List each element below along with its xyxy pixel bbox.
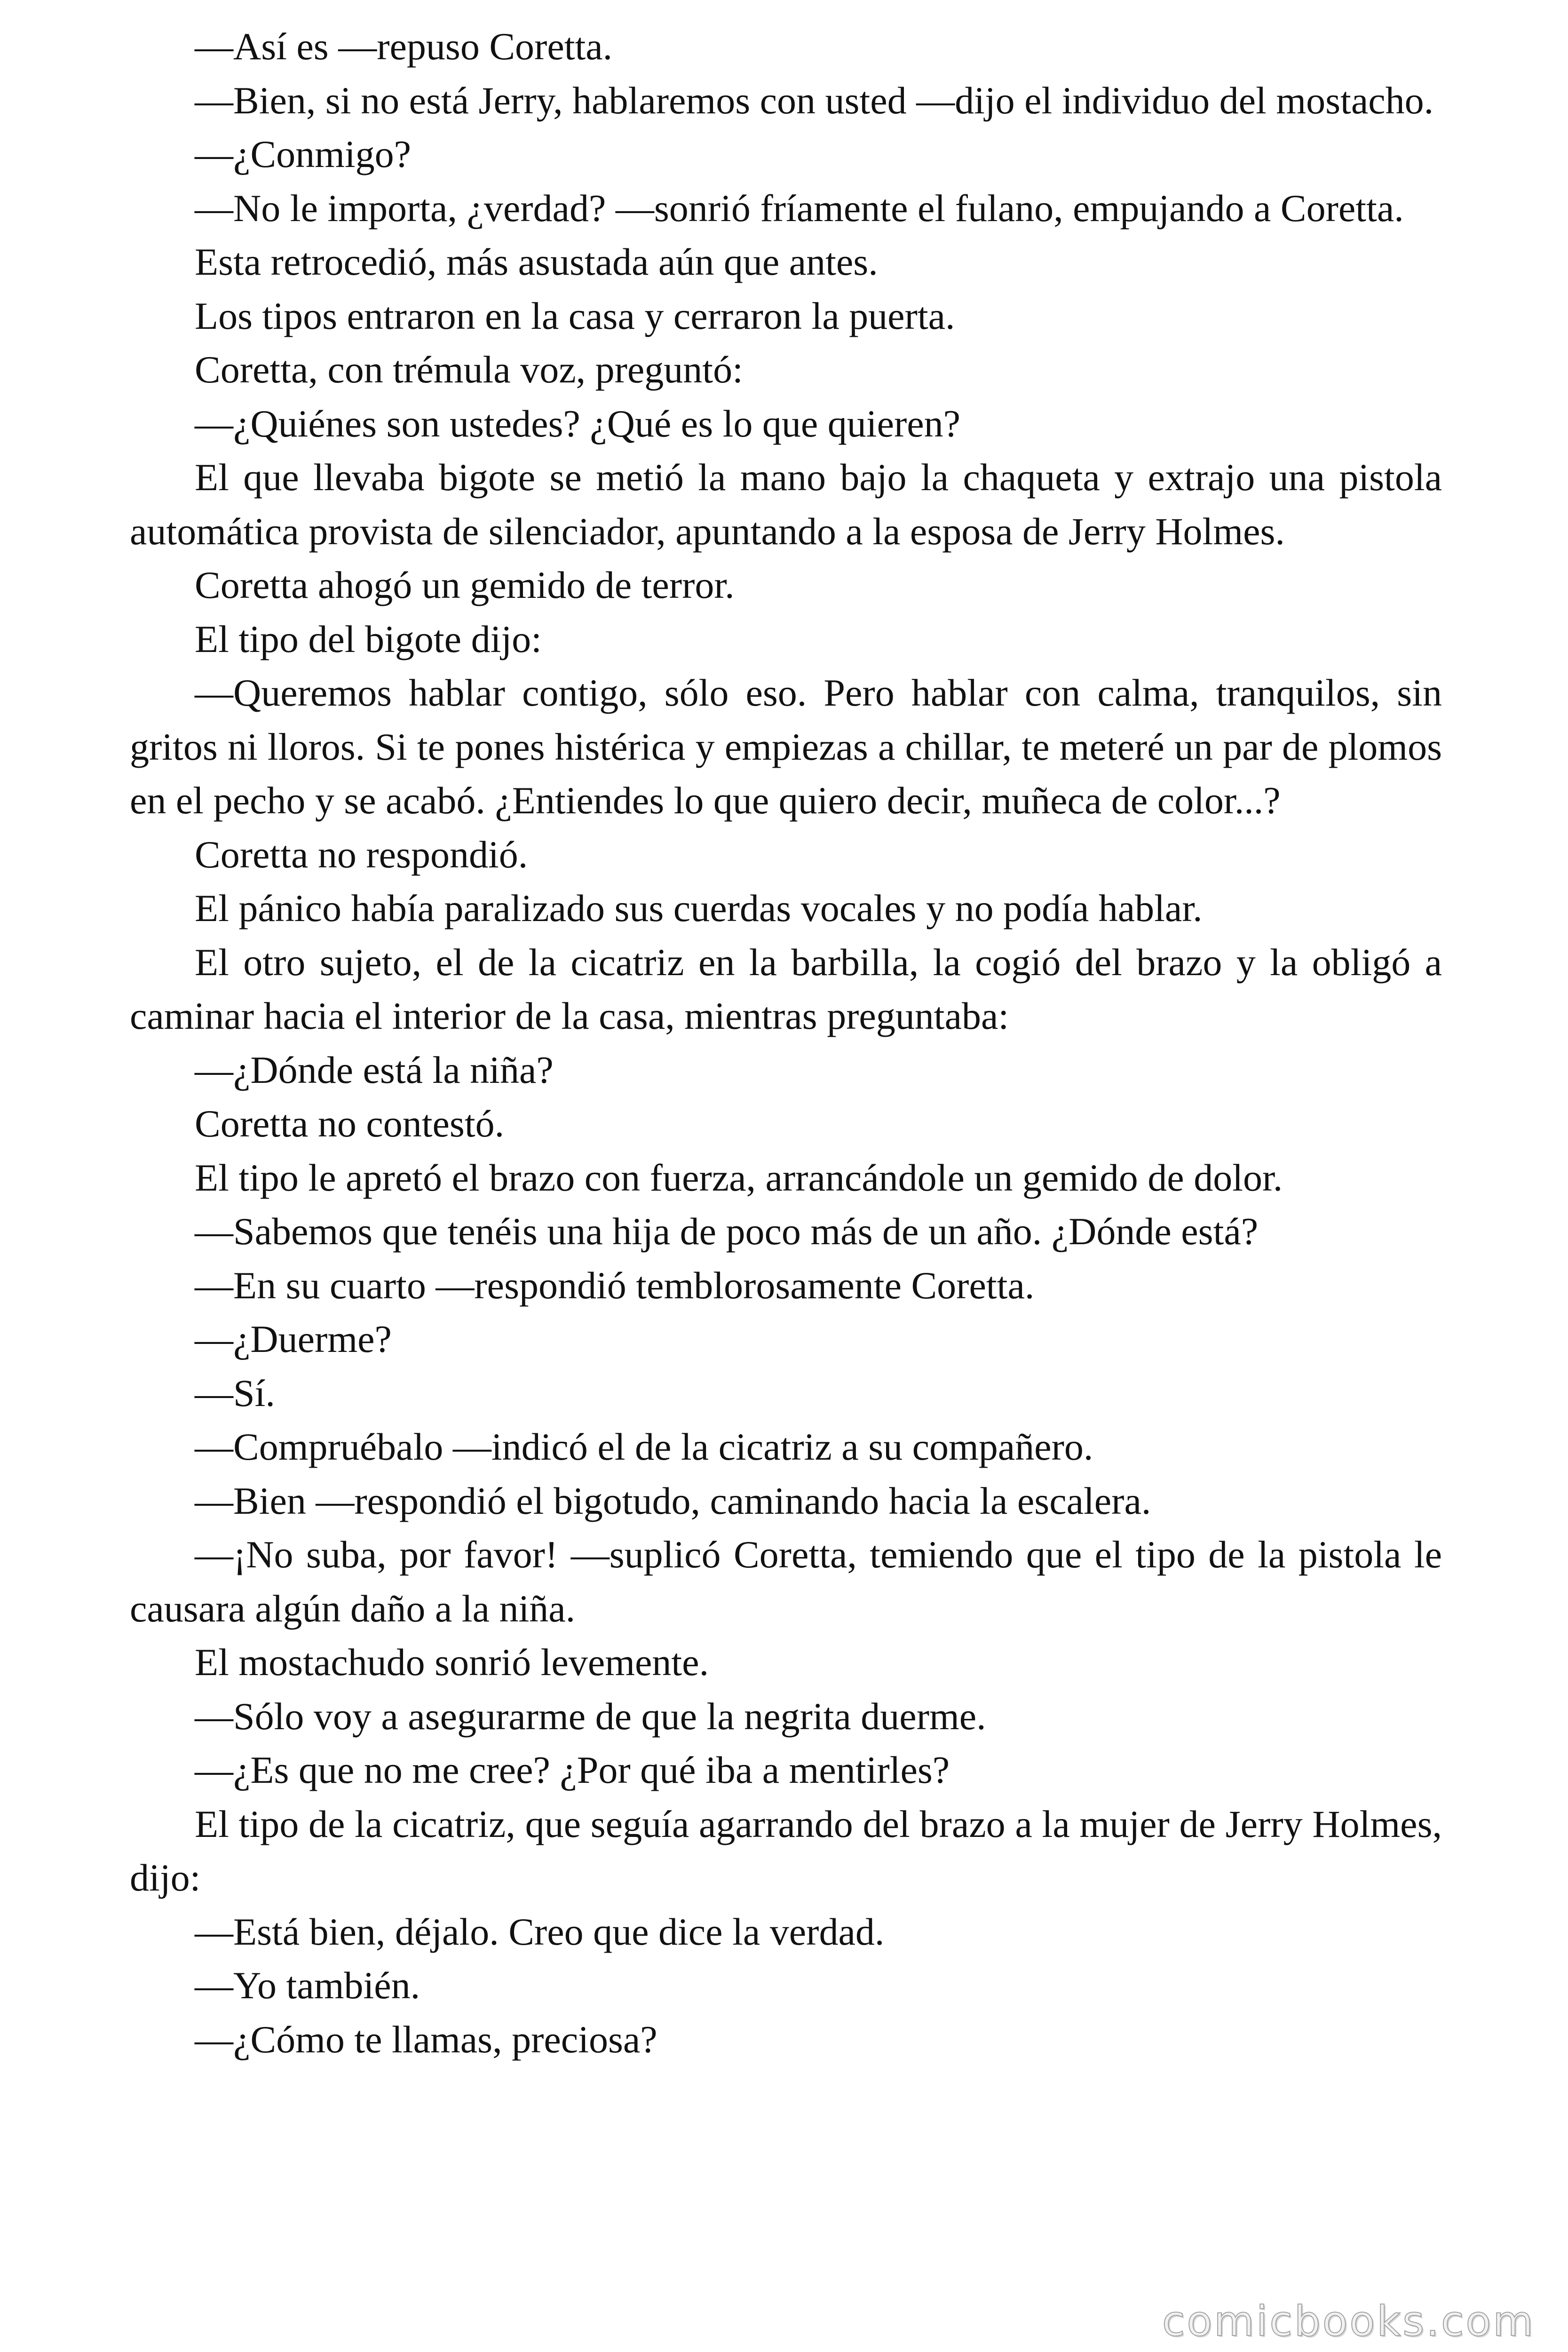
watermark: comicbooks.com xyxy=(1162,2297,1535,2345)
paragraph: El que llevaba bigote se metió la mano bajo la chaqueta y extrajo una pistola automática provista de silenciador, apuntando a la esposa de Jerry Holmes. xyxy=(130,456,1442,553)
paragraph: —¿Es que no me cree? ¿Por qué iba a mentirles? xyxy=(195,1748,950,1791)
paragraph: Coretta, con trémula voz, preguntó: xyxy=(195,348,743,391)
paragraph: El tipo del bigote dijo: xyxy=(195,617,542,660)
paragraph: —Sabemos que tenéis una hija de poco más de un año. ¿Dónde está? xyxy=(195,1210,1259,1253)
paragraph: Coretta no respondió. xyxy=(195,833,528,876)
paragraph: —Queremos hablar contigo, sólo eso. Pero hablar con calma, tranquilos, sin gritos ni lloros. Si te pones histérica y empiezas a chillar, te meteré un par de plomos en el pecho y se acabó. ¿Entiendes lo que quiero decir, muñeca de color...? xyxy=(130,671,1442,822)
paragraph: —¿Quiénes son ustedes? ¿Qué es lo que quieren? xyxy=(195,402,961,445)
paragraph: —¿Duerme? xyxy=(195,1318,392,1360)
paragraph: —Bien —respondió el bigotudo, caminando hacia la escalera. xyxy=(195,1479,1151,1522)
paragraph: —Está bien, déjalo. Creo que dice la verdad. xyxy=(195,1910,885,1953)
paragraph: El tipo de la cicatriz, que seguía agarrando del brazo a la mujer de Jerry Holmes, dijo: xyxy=(130,1802,1442,1899)
paragraph: Esta retrocedió, más asustada aún que antes. xyxy=(195,240,878,283)
paragraph: —En su cuarto —respondió temblorosamente Coretta. xyxy=(195,1263,1035,1307)
paragraph: El pánico había paralizado sus cuerdas vocales y no podía hablar. xyxy=(195,887,1203,930)
paragraph: —¿Conmigo? xyxy=(195,133,412,175)
paragraph: —Compruébalo —indicó el de la cicatriz a su compañero. xyxy=(195,1425,1093,1468)
paragraph: Coretta ahogó un gemido de terror. xyxy=(195,564,735,606)
paragraph: —¡No suba, por favor! —suplicó Coretta, temiendo que el tipo de la pistola le causara algún daño a la niña. xyxy=(130,1533,1442,1630)
paragraph: —Sólo voy a asegurarme de que la negrita duerme. xyxy=(195,1694,986,1738)
paragraph: —Sí. xyxy=(195,1371,275,1414)
paragraph: —Yo también. xyxy=(195,1964,420,2007)
paragraph: —Bien, si no está Jerry, hablaremos con usted —dijo el individuo del mostacho. xyxy=(195,79,1434,122)
paragraph: —¿Cómo te llamas, preciosa? xyxy=(195,2018,657,2061)
paragraph: El otro sujeto, el de la cicatriz en la barbilla, la cogió del brazo y la obligó a caminar hacia el interior de la casa, mientras preguntaba: xyxy=(130,940,1442,1037)
paragraph: —¿Dónde está la niña? xyxy=(195,1048,554,1091)
paragraph: Coretta no contestó. xyxy=(195,1102,505,1145)
paragraph: —No le importa, ¿verdad? —sonrió fríamente el fulano, empujando a Coretta. xyxy=(195,186,1404,230)
paragraph: El tipo le apretó el brazo con fuerza, arrancándole un gemido de dolor. xyxy=(195,1156,1283,1199)
paragraph: El mostachudo sonrió levemente. xyxy=(195,1641,709,1684)
paragraph: —Así es —repuso Coretta. xyxy=(195,25,613,68)
paragraph: Los tipos entraron en la casa y cerraron la puerta. xyxy=(195,294,955,337)
body-text xyxy=(130,20,1442,2066)
